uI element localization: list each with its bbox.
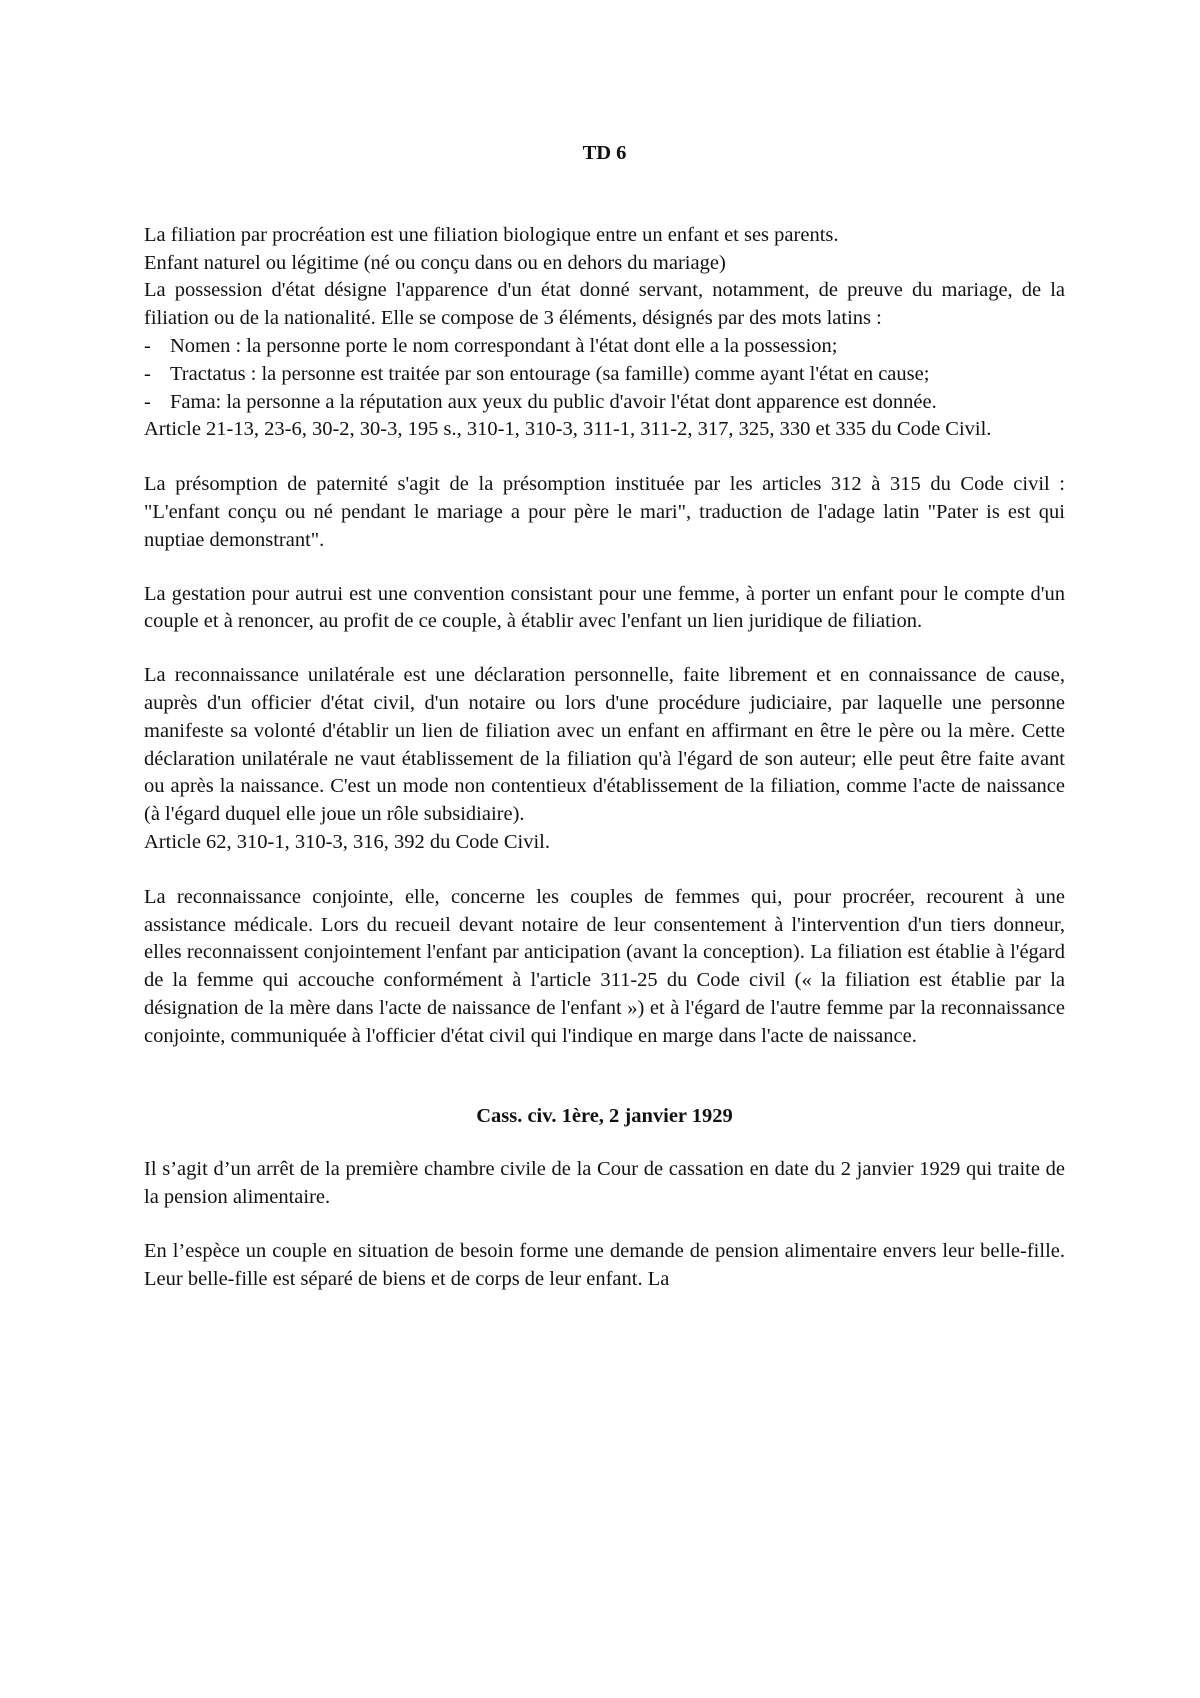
list-item — [144, 361, 1065, 389]
gestation-paragraph: La gestation pour autrui est une convention consistant pour une femme, à porter un enfant pour le compte d'un couple et à renoncer, au profit de ce couple, à établir avec l'enfant un lien juridique de filiation. — [144, 582, 1065, 633]
reconnaissance-conjointe-paragraph: La reconnaissance conjointe, elle, concerne les couples de femmes qui, pour procréer, recourent à une assistance médicale. Lors du recueil devant notaire de leur consentement à l'intervention d'un tiers donneur, elles reconnaissent conjointement l'enfant par anticipation (avant la conception). La filiation est établie à l'égard de la femme qui accouche conformément à l'article 311-25 du Code civil (« la filiation est établie par la désignation de la mère dans l'acte de naissance de l'enfant ») et à l'égard de l'autre femme par la reconnaissance conjointe, communiquée à l'officier d'état civil qui l'indique en marge dans l'acte de naissance. — [144, 885, 1065, 1047]
list-dash: - — [144, 362, 151, 385]
list-item — [144, 389, 1065, 417]
possession-section — [144, 277, 1065, 444]
list-item — [144, 333, 1065, 361]
list-dash: - — [144, 390, 151, 413]
possession-paragraph: La possession d'état désigne l'apparence d'un état donné servant, notamment, de preuve du mariage, de la filiation ou de la nationalité. Elle se compose de 3 éléments, désignés par des mots latins : — [144, 279, 1065, 330]
list-dash: - — [144, 334, 151, 357]
list-item-text: Nomen : la personne porte le nom correspondant à l'état dont elle a la possession; — [170, 334, 838, 357]
case-paragraph-2: En l’espèce un couple en situation de besoin forme une demande de pension alimentaire envers leur belle-fille. Leur belle-fille est séparé de biens et de corps de leur enfant. La — [144, 1239, 1065, 1290]
list-item-text: Fama: la personne a la réputation aux yeux du public d'avoir l'état dont apparence est donnée. — [170, 390, 937, 413]
case-paragraph-1: Il s’agit d’un arrêt de la première chambre civile de la Cour de cassation en date du 2 janvier 1929 qui traite de la pension alimentaire. — [144, 1158, 1065, 1209]
reconnaissance-unilaterale-articles: Article 62, 310-1, 310-3, 316, 392 du Code Civil. — [144, 830, 550, 853]
reconnaissance-unilaterale-paragraph: La reconnaissance unilatérale est une déclaration personnelle, faite librement et en connaissance de cause, auprès d'un officier d'état civil, d'un notaire ou lors d'une procédure judiciaire, par laquelle une personne manifeste sa volonté d'établir un lien de filiation avec un enfant en affirmant en être le père ou la mère. Cette déclaration unilatérale ne vaut établissement de la filiation qu'à l'égard de son auteur; elle peut être faite avant ou après la naissance. C'est un mode non contentieux d'établissement de la filiation, comme l'acte de naissance (à l'égard duquel elle joue un rôle subsidiaire). — [144, 664, 1065, 826]
intro-line-1: La filiation par procréation est une filiation biologique entre un enfant et ses parents. — [144, 223, 839, 246]
case-title: Cass. civ. 1ère, 2 janvier 1929 — [476, 1104, 733, 1127]
intro-line-2: Enfant naturel ou légitime (né ou conçu dans ou en dehors du mariage) — [144, 251, 726, 274]
list-item-text: Tractatus : la personne est traitée par son entourage (sa famille) comme ayant l'état en cause; — [170, 362, 930, 385]
document-page — [144, 140, 1065, 1320]
document-title: TD 6 — [582, 142, 627, 164]
possession-articles: Article 21-13, 23-6, 30-2, 30-3, 195 s., 310-1, 310-3, 311-1, 311-2, 317, 325, 330 et 335 du Code Civil. — [144, 418, 992, 441]
reconnaissance-unilaterale-section — [144, 662, 1065, 857]
presomption-paragraph: La présomption de paternité s'agit de la présomption instituée par les articles 312 à 315 du Code civil : "L'enfant conçu ou né pendant le mariage a pour père le mari", traduction de l'adage latin "Pater is est qui nuptiae demonstrant". — [144, 473, 1065, 551]
